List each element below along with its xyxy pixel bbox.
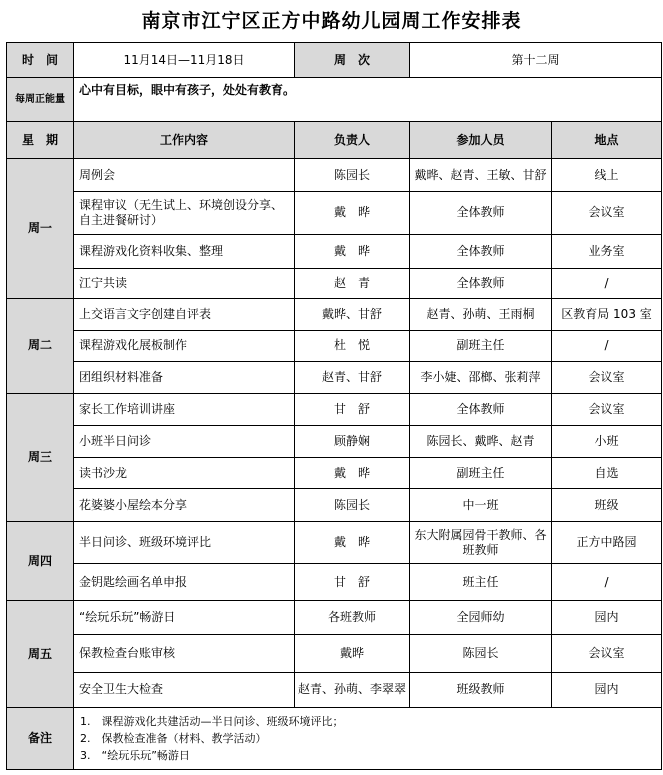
motto-label: 每周正能量	[7, 78, 74, 122]
task-participants: 全体教师	[410, 192, 552, 234]
table-row	[7, 458, 662, 489]
task-content: “绘玩乐玩”畅游日	[74, 601, 295, 635]
col-owner: 负责人	[295, 122, 410, 159]
task-content: 花婆婆小屋绘本分享	[74, 489, 295, 522]
task-content: 课程审议（无生试上、环境创设分享、自主进餐研讨）	[74, 192, 295, 234]
task-location: 正方中路园	[552, 522, 662, 564]
table-row	[7, 672, 662, 707]
col-location: 地点	[552, 122, 662, 159]
table-row	[7, 268, 662, 298]
task-content: 团组织材料准备	[74, 361, 295, 393]
table-row	[7, 425, 662, 457]
task-participants: 副班主任	[410, 330, 552, 361]
table-row	[7, 298, 662, 330]
task-participants: 陈园长、戴晔、赵青	[410, 425, 552, 457]
task-participants: 全体教师	[410, 393, 552, 425]
motto-text: 心中有目标，眼中有孩子，处处有教育。	[74, 78, 662, 122]
week-label: 周 次	[295, 43, 410, 78]
task-owner: 戴 晔	[295, 234, 410, 268]
day-label: 周四	[7, 522, 74, 601]
task-location: 线上	[552, 159, 662, 192]
col-content: 工作内容	[74, 122, 295, 159]
task-content: 课程游戏化资料收集、整理	[74, 234, 295, 268]
task-content: 半日问诊、班级环境评比	[74, 522, 295, 564]
task-participants: 全体教师	[410, 234, 552, 268]
task-location: /	[552, 564, 662, 601]
remark-item: 3. “绘玩乐玩”畅游日	[80, 748, 190, 762]
task-content: 读书沙龙	[74, 458, 295, 489]
header-row	[7, 43, 662, 78]
task-location: 会议室	[552, 361, 662, 393]
task-participants: 戴晔、赵青、王敏、甘舒	[410, 159, 552, 192]
task-location: 会议室	[552, 192, 662, 234]
task-content: 上交语言文字创建自评表	[74, 298, 295, 330]
day-label: 周五	[7, 601, 74, 707]
table-row	[7, 192, 662, 234]
table-row	[7, 159, 662, 192]
task-participants: 李小婕、邵榔、张莉萍	[410, 361, 552, 393]
task-owner: 赵青、孙萌、李翠翠	[295, 672, 410, 707]
task-participants: 班主任	[410, 564, 552, 601]
task-location: 业务室	[552, 234, 662, 268]
task-content: 课程游戏化展板制作	[74, 330, 295, 361]
task-content: 江宁共读	[74, 268, 295, 298]
motto-row	[7, 78, 662, 122]
task-owner: 戴 晔	[295, 458, 410, 489]
task-participants: 陈园长	[410, 635, 552, 672]
date-range: 11月14日—11月18日	[74, 43, 295, 78]
task-participants: 全园师幼	[410, 601, 552, 635]
task-location: 班级	[552, 489, 662, 522]
task-participants: 副班主任	[410, 458, 552, 489]
task-location: 园内	[552, 672, 662, 707]
task-owner: 顾静娴	[295, 425, 410, 457]
task-participants: 赵青、孙萌、王雨桐	[410, 298, 552, 330]
table-row	[7, 234, 662, 268]
table-row	[7, 489, 662, 522]
task-location: /	[552, 330, 662, 361]
table-row	[7, 522, 662, 564]
task-location: 小班	[552, 425, 662, 457]
task-owner: 赵 青	[295, 268, 410, 298]
remark-item: 1. 课程游戏化共建活动—半日问诊、班级环境评比；	[80, 714, 344, 728]
task-owner: 赵青、甘舒	[295, 361, 410, 393]
task-owner: 戴 晔	[295, 522, 410, 564]
task-location: 园内	[552, 601, 662, 635]
task-owner: 甘 舒	[295, 393, 410, 425]
page-title: 南京市江宁区正方中路幼儿园周工作安排表	[141, 10, 522, 32]
time-label: 时 间	[7, 43, 74, 78]
day-label: 周一	[7, 159, 74, 298]
task-content: 小班半日问诊	[74, 425, 295, 457]
task-location: 区教育局 103 室	[552, 298, 662, 330]
remarks-label: 备注	[7, 707, 74, 769]
task-owner: 各班教师	[295, 601, 410, 635]
day-label: 周二	[7, 298, 74, 393]
column-header-row	[7, 122, 662, 159]
table-row	[7, 635, 662, 672]
table-row	[7, 361, 662, 393]
task-owner: 戴 晔	[295, 192, 410, 234]
remark-item: 2. 保教检查准备（材料、教学活动）	[80, 731, 267, 745]
task-content: 保教检查台账审核	[74, 635, 295, 672]
task-owner: 陈园长	[295, 489, 410, 522]
task-owner: 陈园长	[295, 159, 410, 192]
remarks-row	[7, 707, 662, 769]
task-participants: 东大附属园骨干教师、各班教师	[410, 522, 552, 564]
day-label: 周三	[7, 393, 74, 521]
task-participants: 中一班	[410, 489, 552, 522]
table-row	[7, 601, 662, 635]
task-participants: 全体教师	[410, 268, 552, 298]
task-owner: 甘 舒	[295, 564, 410, 601]
schedule-table	[6, 42, 662, 770]
task-owner: 戴晔	[295, 635, 410, 672]
task-owner: 戴晔、甘舒	[295, 298, 410, 330]
col-day: 星 期	[7, 122, 74, 159]
table-row	[7, 393, 662, 425]
task-location: /	[552, 268, 662, 298]
task-location: 自选	[552, 458, 662, 489]
task-content: 家长工作培训讲座	[74, 393, 295, 425]
task-content: 安全卫生大检查	[74, 672, 295, 707]
week-value: 第十二周	[410, 43, 662, 78]
table-row	[7, 330, 662, 361]
remarks-list	[74, 707, 662, 769]
task-content: 金钥匙绘画名单申报	[74, 564, 295, 601]
task-owner: 杜 悦	[295, 330, 410, 361]
col-participants: 参加人员	[410, 122, 552, 159]
table-row	[7, 564, 662, 601]
task-participants: 班级教师	[410, 672, 552, 707]
task-location: 会议室	[552, 393, 662, 425]
task-content: 周例会	[74, 159, 295, 192]
task-location: 会议室	[552, 635, 662, 672]
